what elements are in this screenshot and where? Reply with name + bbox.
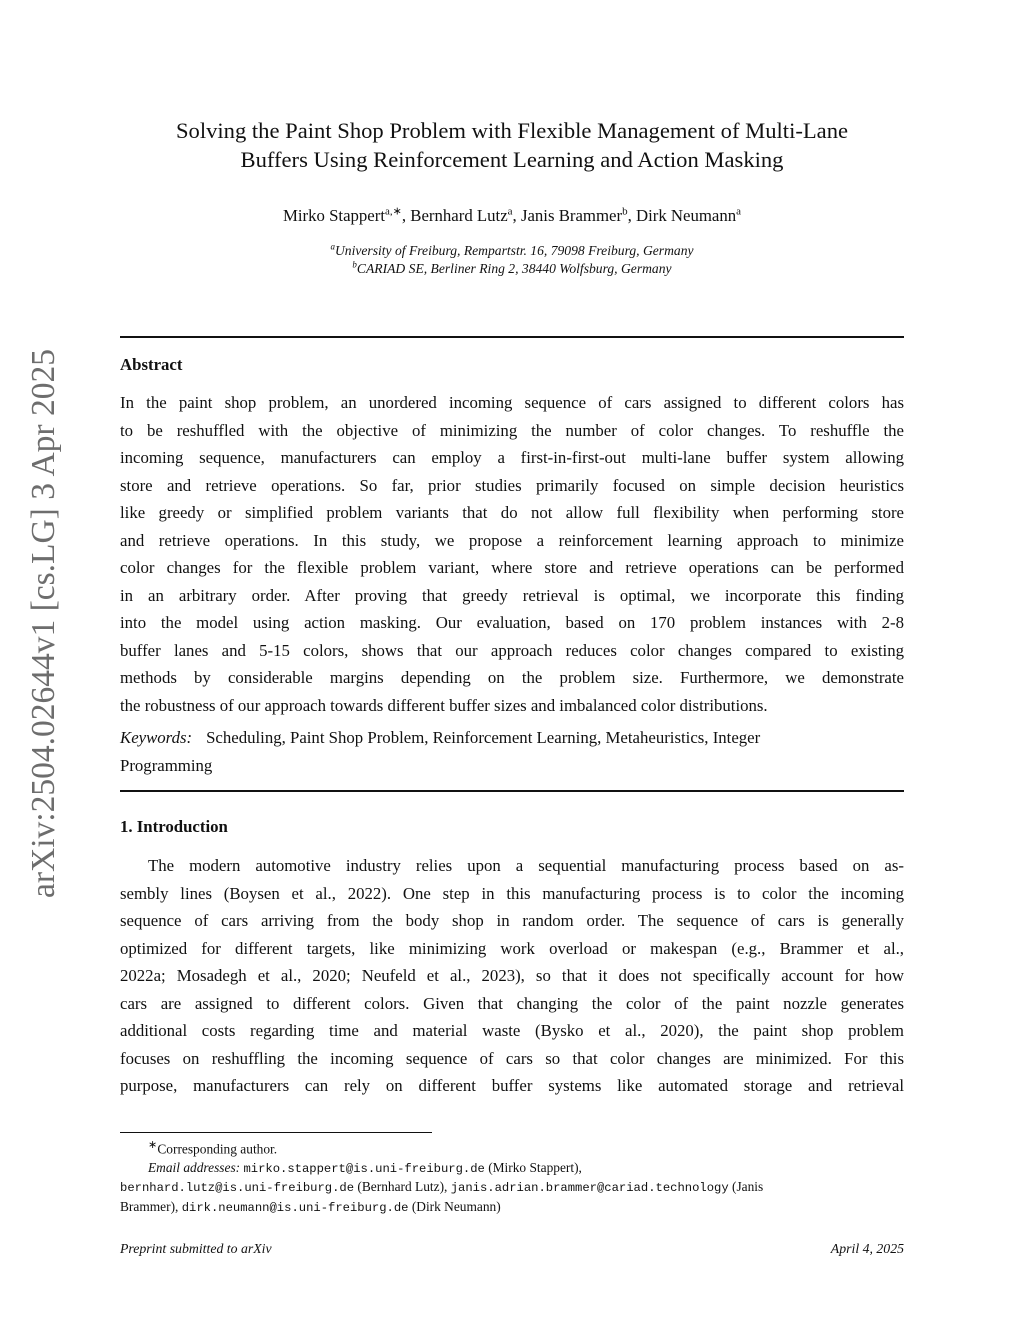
email-link[interactable]: dirk.neumann@is.uni-freiburg.de: [181, 1200, 409, 1215]
author-separator: ,: [627, 206, 636, 225]
email-owner: (Dirk Neumann): [408, 1198, 501, 1214]
footer-preprint-note: Preprint submitted to arXiv: [120, 1241, 272, 1256]
author-name: Bernhard Lutz: [410, 206, 508, 225]
email-owner: (Mirko Stappert),: [484, 1159, 582, 1175]
introduction-line: sequence of cars arriving from the body shop in random order. The sequence of cars is generally: [120, 911, 904, 930]
email-link[interactable]: mirko.stappert@is.uni-freiburg.de: [243, 1161, 485, 1176]
author-marks: a: [736, 205, 742, 218]
abstract-line: like greedy or simplified problem variants that do not allow full flexibility when performing store: [120, 503, 904, 522]
author-marks: a,∗: [385, 205, 402, 218]
author-name: Janis Brammer: [520, 206, 623, 225]
affiliation-b: [100, 260, 924, 278]
footnote-corresponding: [120, 1136, 904, 1159]
abstract-line: color changes for the flexible problem variant, where store and retrieve operations can be performed: [120, 558, 904, 577]
footnote-mark: ∗: [148, 1139, 158, 1151]
affiliation-text: CARIAD SE, Berliner Ring 2, 38440 Wolfsburg, Germany: [356, 261, 672, 276]
abstract-line: and retrieve operations. In this study, we propose a reinforcement learning approach to minimize: [120, 530, 904, 550]
arxiv-identifier: arXiv:2504.02644v1 [cs.LG] 3 Apr 2025: [25, 349, 62, 898]
abstract-top-rule: [120, 336, 904, 338]
footnote-email-line-1: [120, 1159, 904, 1179]
introduction-line: optimized for different targets, like minimizing work overload or makespan (e.g., Brammer et al.,: [120, 938, 904, 958]
introduction-line: focuses on reshuffling the incoming sequence of cars so that color changes are minimized. For this: [120, 1048, 904, 1068]
author-separator: ,: [512, 206, 521, 225]
keywords-line-2: Programming: [120, 755, 213, 775]
introduction-line: cars are assigned to different colors. Given that changing the color of the paint nozzle generates: [120, 993, 904, 1013]
author-name: Dirk Neumann: [635, 206, 737, 225]
introduction-body: [120, 852, 904, 1100]
abstract-line: to be reshuffled with the objective of minimizing the number of color changes. To reshuffle the: [120, 420, 904, 440]
email-owner: (Bernhard Lutz),: [354, 1179, 451, 1195]
affiliation-mark: b: [352, 259, 357, 270]
title-line-2: Buffers Using Reinforcement Learning and Action Masking: [240, 147, 784, 172]
abstract-line: In the paint shop problem, an unordered incoming sequence of cars assigned to different colors has: [120, 393, 904, 412]
keywords-label: Keywords:: [120, 728, 193, 747]
author-marks: a: [507, 205, 513, 218]
abstract-line: store and retrieve operations. So far, prior studies primarily focused on simple decision heuristics: [120, 475, 904, 495]
abstract-line: into the model using action masking. Our evaluation, based on 170 problem instances with 2-8: [120, 613, 904, 632]
footnote-email-line-2: [120, 1178, 904, 1198]
abstract-body: [120, 389, 904, 719]
keywords-line-1: [120, 724, 904, 752]
introduction-line: sembly lines (Boysen et al., 2022). One step in this manufacturing process is to color the incoming: [120, 883, 904, 903]
author-marks: b: [622, 205, 628, 218]
abstract-line: incoming sequence, manufacturers can employ a first-in-first-out multi-lane buffer system allowing: [120, 448, 904, 467]
abstract-heading: Abstract: [120, 355, 183, 374]
footnote-rule: [120, 1132, 432, 1133]
email-label: Email addresses:: [148, 1159, 241, 1175]
email-owner: (Janis: [728, 1179, 764, 1195]
introduction-line: additional costs regarding time and material waste (Bysko et al., 2020), the paint shop problem: [120, 1021, 904, 1040]
introduction-line: The modern automotive industry relies upon a sequential manufacturing process based on as-: [148, 856, 904, 875]
introduction-heading: 1. Introduction: [120, 817, 228, 836]
footer-date: April 4, 2025: [830, 1241, 904, 1256]
affiliation-a: [100, 242, 924, 260]
abstract-line: in an arbitrary order. After proving that greedy retrieval is optimal, we incorporate this finding: [120, 585, 904, 605]
email-link[interactable]: bernhard.lutz@is.uni-freiburg.de: [120, 1181, 355, 1196]
footnote-email-line-3: [120, 1198, 904, 1218]
abstract-line: the robustness of our approach towards different buffer sizes and imbalanced color distributions.: [120, 695, 768, 715]
author-name: Mirko Stappert: [282, 206, 386, 225]
keywords-text: Scheduling, Paint Shop Problem, Reinforcement Learning, Metaheuristics, Integer: [206, 728, 761, 747]
author-separator: ,: [401, 206, 411, 225]
email-link[interactable]: janis.adrian.brammer@cariad.technology: [450, 1181, 729, 1196]
introduction-line: 2022a; Mosadegh et al., 2020; Neufeld et al., 2023), so that it does not specifically account for how: [120, 966, 904, 985]
abstract-line: methods by considerable margins depending on the problem size. Furthermore, we demonstrate: [120, 668, 904, 687]
email-owner-continuation: Brammer),: [120, 1198, 182, 1214]
footnotes: [120, 1136, 904, 1217]
affiliation-text: University of Freiburg, Rempartstr. 16, 79098 Freiburg, Germany: [334, 243, 694, 258]
abstract-bottom-rule: [120, 790, 904, 792]
footnote-text: Corresponding author.: [157, 1141, 278, 1157]
affiliations: [100, 242, 924, 278]
introduction-line: purpose, manufacturers can rely on different buffer systems like automated storage and retrieval: [120, 1076, 904, 1095]
keywords: [120, 724, 904, 779]
abstract-line: buffer lanes and 5-15 colors, shows that our approach reduces color changes compared to existing: [120, 640, 904, 660]
author-list: [100, 204, 924, 228]
paper-title: [100, 116, 924, 174]
title-line-1: Solving the Paint Shop Problem with Flexible Management of Multi-Lane: [175, 118, 849, 143]
affiliation-mark: a: [330, 241, 335, 252]
